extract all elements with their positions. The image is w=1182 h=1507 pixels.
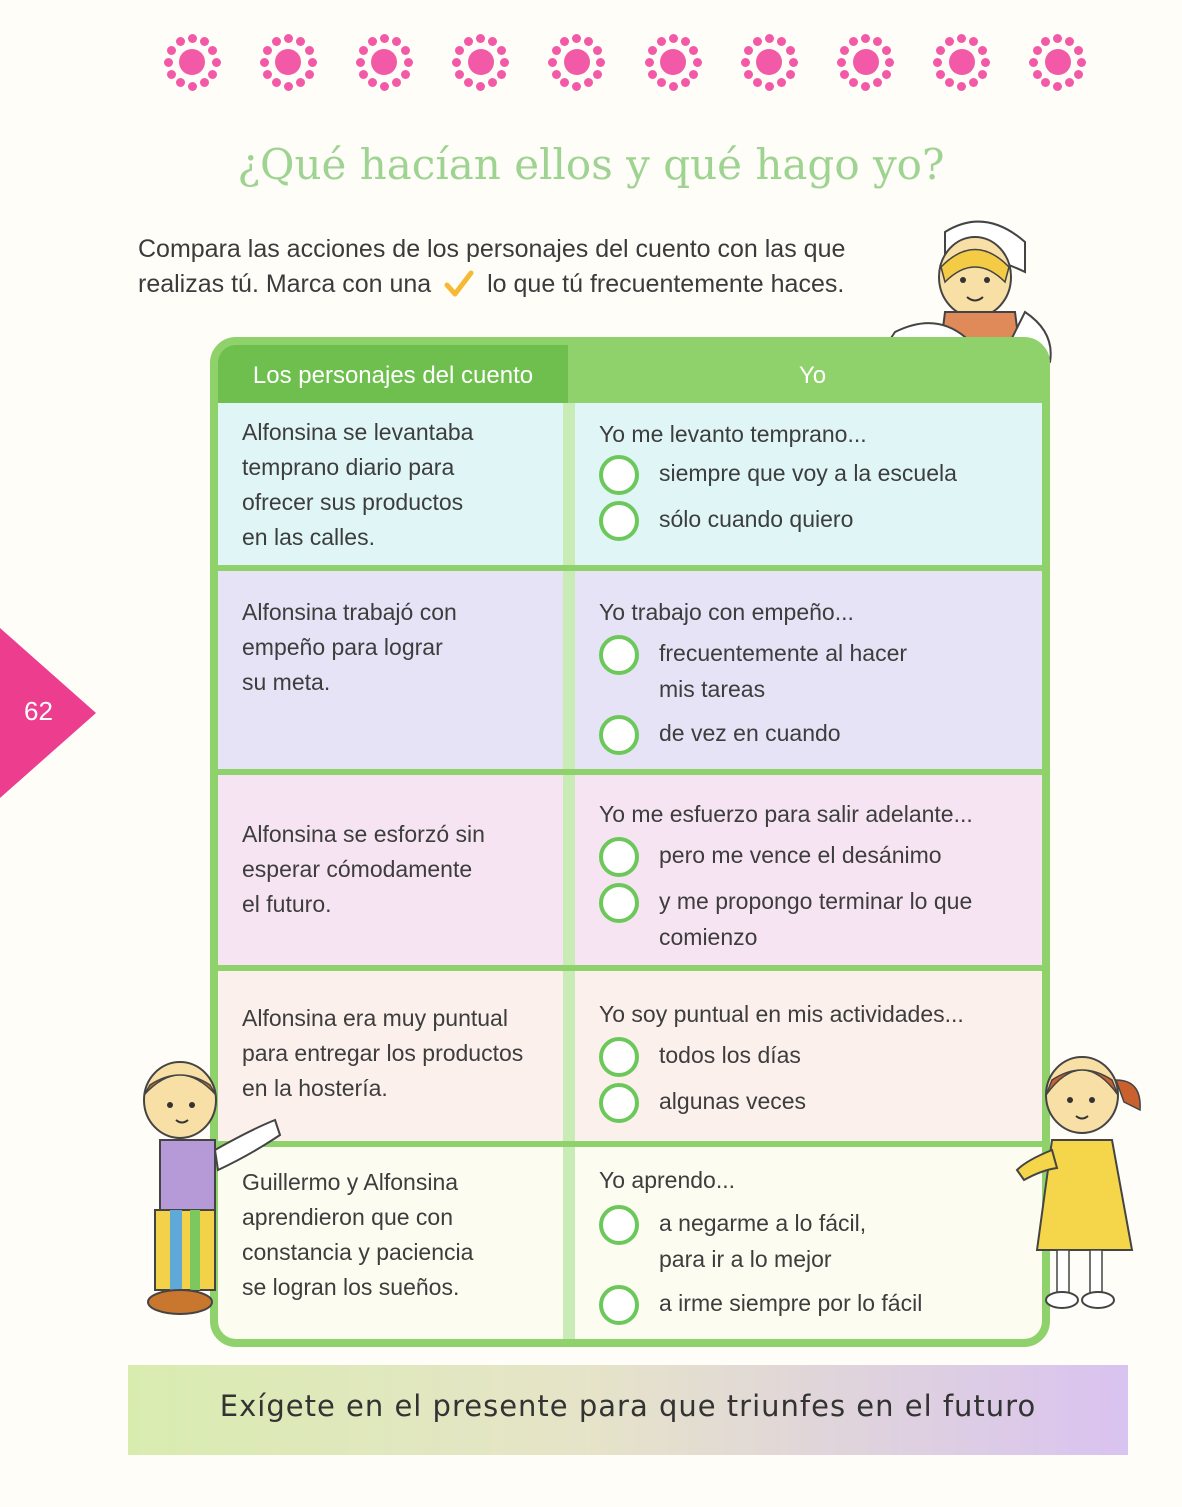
option-label: [659, 883, 972, 955]
option-circle[interactable]: [599, 635, 639, 675]
self-assessment-cell: [575, 571, 1050, 769]
character-action-line: aprendieron que con: [242, 1204, 453, 1230]
option-circle[interactable]: [599, 715, 639, 755]
character-action-cell: [218, 403, 563, 565]
option-label-line: algunas veces: [659, 1088, 807, 1114]
option-label-line: comienzo: [659, 924, 758, 950]
option-circle[interactable]: [599, 837, 639, 877]
self-assessment-cell: [575, 1147, 1050, 1347]
option-label-line: mis tareas: [659, 676, 766, 702]
comparison-table: [210, 337, 1050, 1347]
option-label: [659, 1083, 806, 1119]
flower-icon: [545, 30, 609, 94]
option-label-line: y me propongo terminar lo que: [659, 888, 973, 914]
character-action-line: para entregar los productos: [242, 1040, 524, 1066]
character-action-line: Alfonsina era muy puntual: [242, 1005, 508, 1031]
option-label: [659, 501, 853, 537]
self-assessment-prompt: Yo me esfuerzo para salir adelante...: [599, 801, 973, 827]
checkmark-icon: [444, 270, 474, 298]
option-label-line: todos los días: [659, 1042, 801, 1068]
instructions: [138, 232, 938, 302]
flower-icon: [834, 30, 898, 94]
character-action-text: [242, 415, 473, 555]
option-label: [659, 715, 841, 751]
flower-border: [160, 30, 1090, 94]
character-action-text: [242, 595, 457, 700]
option-label-line: siempre que voy a la escuela: [659, 460, 957, 486]
option-circle[interactable]: [599, 1083, 639, 1123]
self-assessment-prompt: Yo soy puntual en mis actividades...: [599, 1001, 964, 1027]
self-assessment-prompt: Yo trabajo con empeño...: [599, 599, 854, 625]
table-header: [218, 345, 1042, 403]
column-divider: [563, 1147, 575, 1347]
motto-banner: [128, 1365, 1128, 1455]
option-circle[interactable]: [599, 501, 639, 541]
character-action-line: su meta.: [242, 669, 331, 695]
flower-icon: [641, 30, 705, 94]
table-row: [218, 571, 1042, 769]
option-label: [659, 1037, 801, 1073]
instructions-line-2b: lo que tú frecuentemente haces.: [487, 270, 845, 298]
option-circle[interactable]: [599, 1285, 639, 1325]
header-me: Yo: [575, 345, 1050, 403]
option-label: [659, 837, 942, 873]
character-action-line: temprano diario para: [242, 454, 455, 480]
option-circle[interactable]: [599, 1205, 639, 1245]
option-label: [659, 635, 907, 707]
flower-icon: [930, 30, 994, 94]
option-label-line: a negarme a lo fácil,: [659, 1210, 867, 1236]
character-action-line: se logran los sueños.: [242, 1274, 460, 1300]
flower-icon: [1026, 30, 1090, 94]
character-action-line: empeño para lograr: [242, 634, 443, 660]
character-action-line: Alfonsina se esforzó sin: [242, 821, 485, 847]
self-assessment-cell: [575, 775, 1050, 965]
table-row: [218, 1147, 1042, 1347]
flower-icon: [256, 30, 320, 94]
boy-illustration: [130, 1060, 290, 1320]
flower-icon: [160, 30, 224, 94]
character-action-line: en las calles.: [242, 524, 375, 550]
self-assessment-prompt: Yo me levanto temprano...: [599, 421, 867, 447]
flower-icon: [449, 30, 513, 94]
option-circle[interactable]: [599, 455, 639, 495]
option-label-line: para ir a lo mejor: [659, 1246, 832, 1272]
column-divider: [563, 775, 575, 965]
option-label-line: a irme siempre por lo fácil: [659, 1290, 923, 1316]
page-title: ¿Qué hacían ellos y qué hago yo?: [237, 140, 945, 189]
page-number: 62: [24, 696, 53, 726]
character-action-line: ofrecer sus productos: [242, 489, 464, 515]
instructions-line-1: Compara las acciones de los personajes del cuento con las que: [138, 235, 846, 263]
character-action-cell: [218, 775, 563, 965]
option-label: [659, 455, 957, 491]
flower-icon: [737, 30, 801, 94]
instructions-line-2a: realizas tú. Marca con una: [138, 270, 432, 298]
table-row: [218, 971, 1042, 1141]
character-action-line: Alfonsina trabajó con: [242, 599, 457, 625]
character-action-line: constancia y paciencia: [242, 1239, 474, 1265]
column-divider: [563, 971, 575, 1141]
table-row: [218, 775, 1042, 965]
self-assessment-cell: [575, 971, 1050, 1141]
character-action-line: en la hostería.: [242, 1075, 388, 1101]
flower-icon: [352, 30, 416, 94]
girl-illustration-2: [1012, 1050, 1162, 1320]
option-label-line: de vez en cuando: [659, 720, 841, 746]
column-divider: [563, 403, 575, 565]
option-label-line: pero me vence el desánimo: [659, 842, 942, 868]
character-action-line: esperar cómodamente: [242, 856, 473, 882]
character-action-line: Guillermo y Alfonsina: [242, 1169, 459, 1195]
option-label: [659, 1285, 922, 1321]
option-label-line: frecuentemente al hacer: [659, 640, 908, 666]
column-divider: [563, 571, 575, 769]
option-label-line: sólo cuando quiero: [659, 506, 854, 532]
self-assessment-cell: [575, 403, 1050, 565]
character-action-line: el futuro.: [242, 891, 332, 917]
table-row: [218, 403, 1042, 565]
character-action-cell: [218, 571, 563, 769]
character-action-text: [242, 817, 485, 922]
option-label: [659, 1205, 866, 1277]
character-action-line: Alfonsina se levantaba: [242, 419, 474, 445]
self-assessment-prompt: Yo aprendo...: [599, 1167, 735, 1193]
header-characters: Los personajes del cuento: [218, 345, 568, 403]
option-circle[interactable]: [599, 1037, 639, 1077]
option-circle[interactable]: [599, 883, 639, 923]
motto-text: Exígete en el presente para que triunfes en el futuro: [219, 1389, 1037, 1423]
